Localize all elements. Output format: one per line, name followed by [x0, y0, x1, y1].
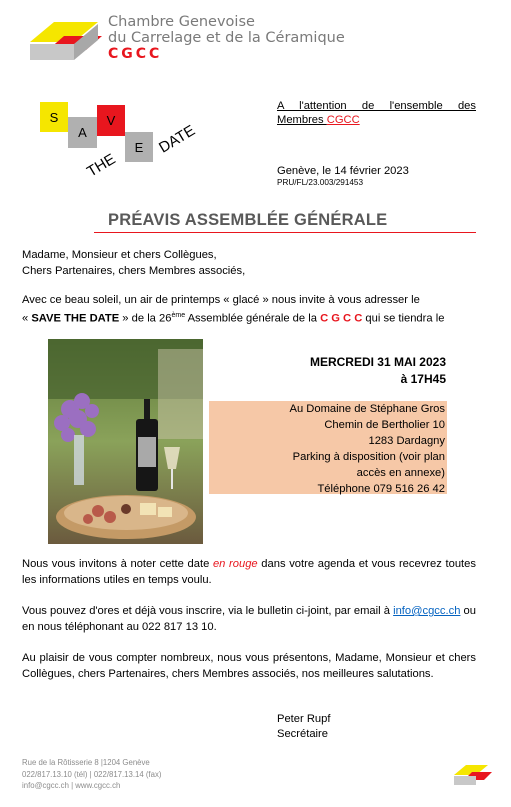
venue-parking: Parking à disposition (voir plan	[292, 451, 445, 463]
intro-save-date: SAVE THE DATE	[31, 312, 120, 325]
event-date: MERCREDI 31 MAI 2023	[309, 355, 446, 369]
organization-name	[108, 14, 345, 62]
register-paragraph	[22, 603, 476, 635]
the-word: THE	[84, 150, 119, 181]
venue-parking-note: accès en annexe)	[356, 467, 445, 479]
venue-name: Au Domaine de Stéphane Gros	[289, 403, 445, 415]
venue-photo	[48, 339, 203, 544]
letter-a-square: A	[68, 117, 97, 148]
closing-paragraph: Au plaisir de vous compter nombreux, nous vous présentons, Madame, Monsieur et chers Collègues, chers Partenaires, chers Membres associés, nos meilleures salutations.	[22, 652, 476, 680]
signatory-name: Peter Rupf	[277, 713, 331, 725]
salutation-line2: Chers Partenaires, chers Membres associés,	[22, 265, 246, 277]
intro-paragraph	[22, 292, 476, 327]
recipient-text: A l'attention de l'ensemble des Membres	[277, 100, 476, 126]
place-date: Genève, le 14 février 2023	[277, 165, 409, 177]
email-link[interactable]: info@cgcc.ch	[393, 605, 461, 617]
recipient-org: CGCC	[326, 114, 360, 126]
venue-street: Chemin de Bertholier 10	[324, 419, 445, 431]
recipient-block	[277, 99, 476, 127]
venue-phone: Téléphone 079 516 26 42	[317, 483, 445, 495]
note-red-text: en rouge	[212, 558, 258, 570]
footer-line2: 022/817.13.10 (tél) | 022/817.13.14 (fax)	[22, 769, 162, 779]
event-time: à 17H45	[400, 372, 446, 386]
date-word: DATE	[156, 121, 199, 157]
intro-superscript: ème	[171, 312, 186, 319]
note-text-1: Nous vous invitons à noter cette date	[22, 558, 213, 570]
register-text-2: ou en nous téléphonant au 022 817 13 10.	[22, 605, 476, 633]
letter-s-square: S	[40, 102, 68, 132]
save-the-date-graphic	[40, 102, 220, 202]
org-name-line2: du Carrelage et de la Céramique	[108, 30, 345, 46]
intro-quote-open: «	[22, 312, 32, 325]
title-divider	[94, 232, 476, 233]
signature	[277, 712, 330, 742]
intro-text-1: Avec ce beau soleil, un air de printemps « glacé » nous invite à vous adresser le	[22, 294, 420, 306]
intro-text-4: qui se tiendra le	[362, 312, 445, 325]
letter-e-square: E	[125, 132, 153, 162]
event-datetime	[230, 354, 446, 388]
intro-text-3: Assemblée générale de la	[185, 312, 321, 325]
org-name-line1: Chambre Genevoise	[108, 14, 255, 30]
footer-logo	[452, 760, 492, 786]
reference-number: PRU/FL/23.003/291453	[277, 178, 364, 187]
footer-address	[22, 757, 161, 792]
note-paragraph	[22, 556, 476, 588]
signatory-role: Secrétaire	[277, 728, 328, 740]
page-title: PRÉAVIS ASSEMBLÉE GÉNÉRALE	[108, 211, 388, 229]
cgcc-logo	[26, 14, 102, 62]
intro-text-2: » de la 26	[119, 312, 172, 325]
footer-line3: info@cgcc.ch | www.cgcc.ch	[22, 781, 121, 790]
salutation	[22, 247, 476, 279]
footer-line1: Rue de la Rôtisserie 8 |1204 Genève	[22, 758, 150, 767]
venue-city: 1283 Dardagny	[368, 435, 445, 447]
intro-org: C G C C	[320, 312, 363, 325]
note-text-2: dans votre agenda et vous recevrez toutes les informations utiles en temps voulu.	[22, 558, 476, 586]
salutation-line1: Madame, Monsieur et chers Collègues,	[22, 249, 217, 261]
venue-box	[209, 401, 447, 494]
letter-v-square: V	[97, 105, 125, 136]
org-acronym: CGCC	[108, 46, 163, 62]
register-text-1: Vous pouvez d'ores et déjà vous inscrire, via le bulletin ci-joint, par email à	[22, 605, 394, 617]
